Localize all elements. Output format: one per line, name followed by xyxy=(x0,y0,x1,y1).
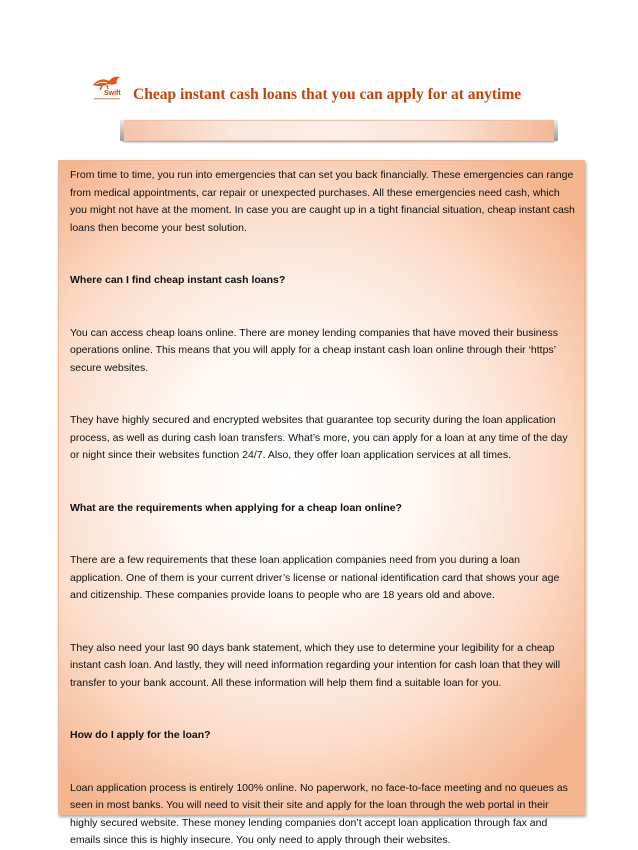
paragraph-intro: From time to time, you run into emergencies that can set you back financially. These emergencies can range from medical appointments, car repair or unexpected purchases. All these emergencies need cash, which you might not have at the moment. In case you are caught up in a tight financial situation, cheap instant cash loans then become your best solution. xyxy=(70,169,575,234)
banner-right-cap xyxy=(554,120,558,141)
heading-where: Where can I find cheap instant cash loans? xyxy=(70,274,286,286)
heading-how-to-apply: How do I apply for the loan? xyxy=(70,729,211,741)
banner-left-cap xyxy=(120,120,124,141)
paragraph-security: They have highly secured and encrypted websites that guarantee top security during the loan application process, as well as during cash loan transfers. What’s more, you can apply for a loan at any time of the day or night since their websites function 24/7. Also, they offer loan application services at all times. xyxy=(70,414,568,461)
paragraph-requirements: There are a few requirements that these loan application companies need from you during a loan application. One of them is your current driver’s license or national identification card that shows your age and citizenship. These companies provide loans to people who are 18 years old and above. xyxy=(70,554,560,601)
page-header xyxy=(0,0,638,160)
paragraph-bank-statement: They also need your last 90 days bank statement, which they use to determine your legibility for a cheap instant cash loan. And lastly, they will need information regarding your intention for cash loan that they will transfer to your bank account. All these information will help them find a suitable loan for you. xyxy=(70,641,561,689)
page-title: Cheap instant cash loans that you can apply for at anytime xyxy=(133,86,522,103)
title-banner xyxy=(122,120,556,141)
paragraph-online-access: You can access cheap loans online. There are money lending companies that have moved their business operations online. This means that you will apply for a cheap instant cash loan online through their ‘https’ secure websites. xyxy=(70,326,558,374)
logo-text: Swift xyxy=(104,90,121,97)
heading-requirements: What are the requirements when applying for a cheap loan online? xyxy=(70,501,402,514)
fox-logo-icon xyxy=(90,73,124,103)
paragraph-application-process: Loan application process is entirely 100% online. No paperwork, no face-to-face meeting and no queues as seen in most banks. You will need to visit their site and apply for the loan through the web portal in their highly secured website. These money lending companies don’t accept loan application through fax and emails since this is highly insecure. You only need to apply through their websites. xyxy=(70,781,568,846)
article-panel xyxy=(58,160,585,846)
